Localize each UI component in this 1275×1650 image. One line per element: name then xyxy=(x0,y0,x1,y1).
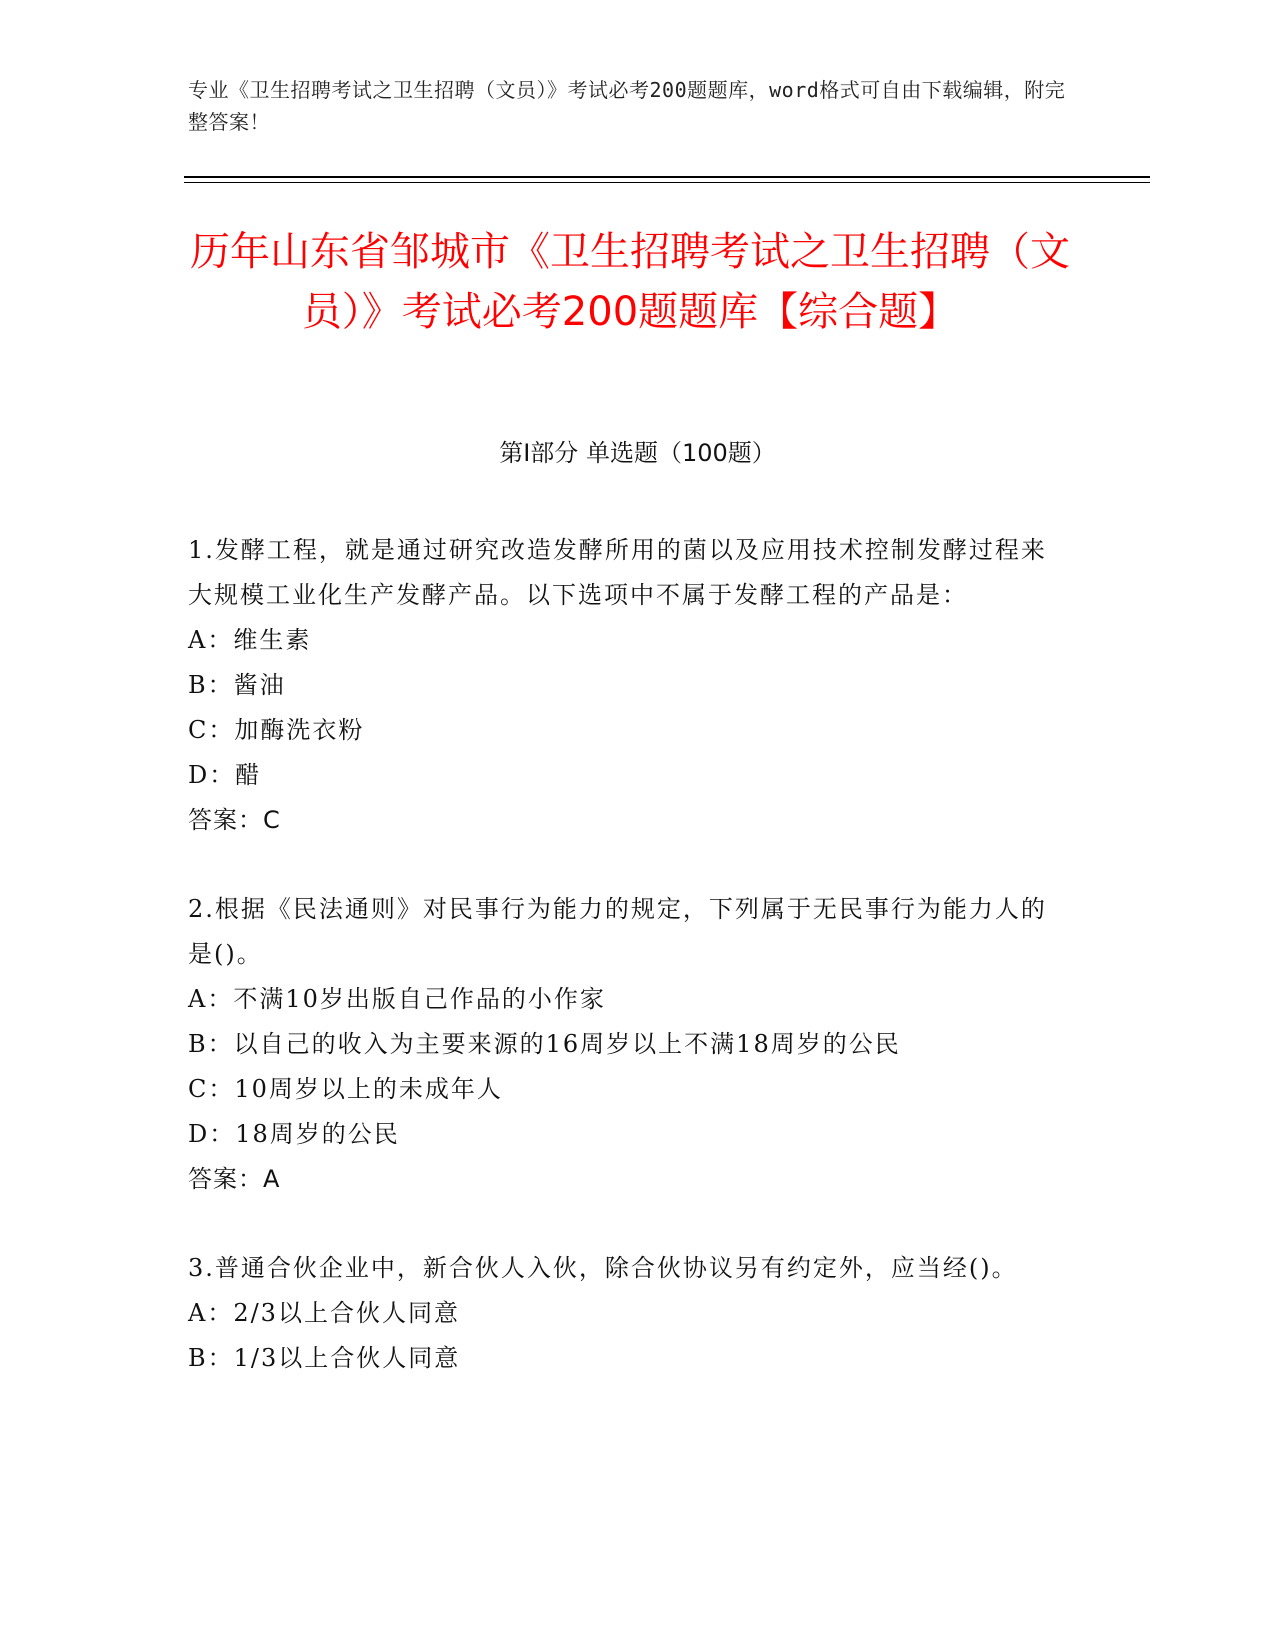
question-stem: 1.发酵工程，就是通过研究改造发酵所用的菌以及应用技术控制发酵过程来大规模工业化生产发酵产品。以下选项中不属于发酵工程的产品是： xyxy=(188,536,1047,609)
option-a: A：2/3以上合伙人同意 xyxy=(188,1299,460,1327)
question-2 xyxy=(188,887,1068,1202)
header-note: 专业《卫生招聘考试之卫生招聘（文员）》考试必考200题题库，word格式可自由下载编辑，附完整答案！ xyxy=(188,78,1066,134)
question-1 xyxy=(188,528,1068,843)
option-a: A：维生素 xyxy=(188,626,312,654)
answer-line: 答案：A xyxy=(188,1165,281,1193)
question-stem: 3.普通合伙企业中，新合伙人入伙，除合伙协议另有约定外，应当经()。 xyxy=(188,1254,1018,1282)
option-b: B：1/3以上合伙人同意 xyxy=(188,1344,461,1372)
option-c: C：10周岁以上的未成年人 xyxy=(188,1075,503,1103)
answer-line: 答案：C xyxy=(188,806,281,834)
option-d: D：18周岁的公民 xyxy=(188,1120,400,1148)
option-b: B：以自己的收入为主要来源的16周岁以上不满18周岁的公民 xyxy=(188,1030,901,1058)
question-3 xyxy=(188,1246,1068,1381)
section-heading: 第I部分 单选题（100题） xyxy=(499,439,776,467)
option-d: D：醋 xyxy=(188,761,262,789)
option-a: A：不满10岁出版自己作品的小作家 xyxy=(188,985,606,1013)
option-b: B：酱油 xyxy=(188,671,286,699)
option-c: C：加酶洗衣粉 xyxy=(188,716,365,744)
question-stem: 2.根据《民法通则》对民事行为能力的规定，下列属于无民事行为能力人的是()。 xyxy=(188,895,1047,968)
question-list xyxy=(188,528,1068,1425)
header-rule-thick xyxy=(184,176,1150,178)
header-rule-thin xyxy=(184,182,1150,183)
document-title: 历年山东省邹城市《卫生招聘考试之卫生招聘（文员）》考试必考200题题库【综合题】 xyxy=(190,229,1070,335)
